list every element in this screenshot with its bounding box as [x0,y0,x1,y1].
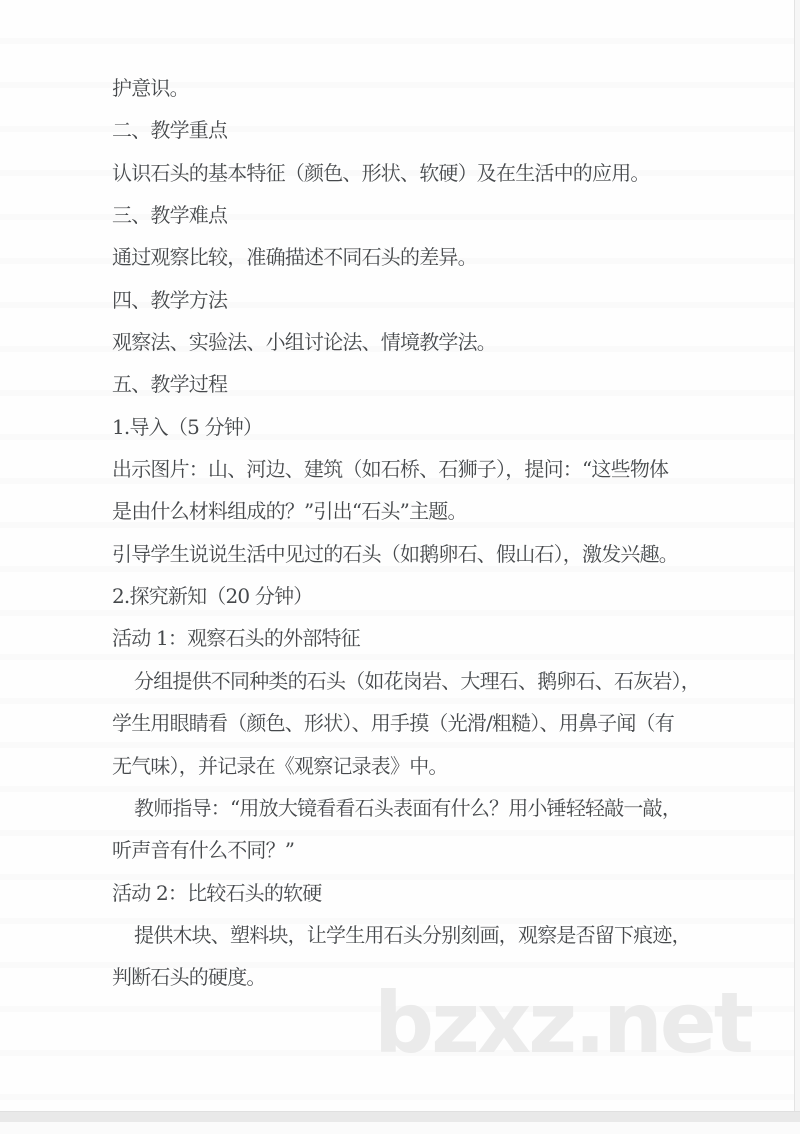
watermark: bzxz.net [374,974,751,1072]
text-line: 护意识。 [112,76,189,100]
text-line: 无气味），并记录在《观察记录表》中。 [112,753,448,778]
page-gap-divider [0,1111,800,1122]
text-line: 教师指导：“用放大镜看看石头表面有什么？用小锤轻轻敲一敲， [134,795,682,820]
text-line: 引导学生说说生活中见过的石头（如鹅卵石、假山石），激发兴趣。 [112,541,678,566]
text-line: 五、教学过程 [112,372,228,397]
text-line: 是由什么材料组成的？”引出“石头”主题。 [112,499,467,524]
text-line: 三、教学难点 [112,203,228,228]
text-line: 判断石头的硬度。 [112,965,266,990]
text-line: 活动 2：比较石头的软硬 [112,880,322,905]
text-line: 分组提供不同种类的石头（如花岗岩、大理石、鹅卵石、石灰岩）， [134,668,700,693]
next-page-edge [0,1122,800,1134]
text-line: 二、教学重点 [112,118,228,143]
text-line: 通过观察比较，准确描述不同石头的差异。 [112,245,477,270]
text-line: 提供木块、塑料块，让学生用石头分别刻画，观察是否留下痕迹， [134,922,691,947]
text-line: 活动 1：观察石头的外部特征 [112,626,360,651]
text-line: 出示图片：山、河边、建筑（如石桥、石狮子），提问：“这些物体 [112,457,669,482]
text-lines [112,67,712,999]
text-line: 四、教学方法 [112,287,228,312]
text-line: 听声音有什么不同？” [112,838,295,863]
text-line: 学生用眼睛看（颜色、形状）、用手摸（光滑/粗糙）、用鼻子闻（有 [112,711,674,736]
text-line: 认识石头的基本特征（颜色、形状、软硬）及在生活中的应用。 [112,160,650,185]
text-line: 观察法、实验法、小组讨论法、情境教学法。 [112,330,496,355]
text-line: 2.探究新知（20 分钟） [112,584,313,609]
text-line: 1.导入（5 分钟） [112,414,263,439]
